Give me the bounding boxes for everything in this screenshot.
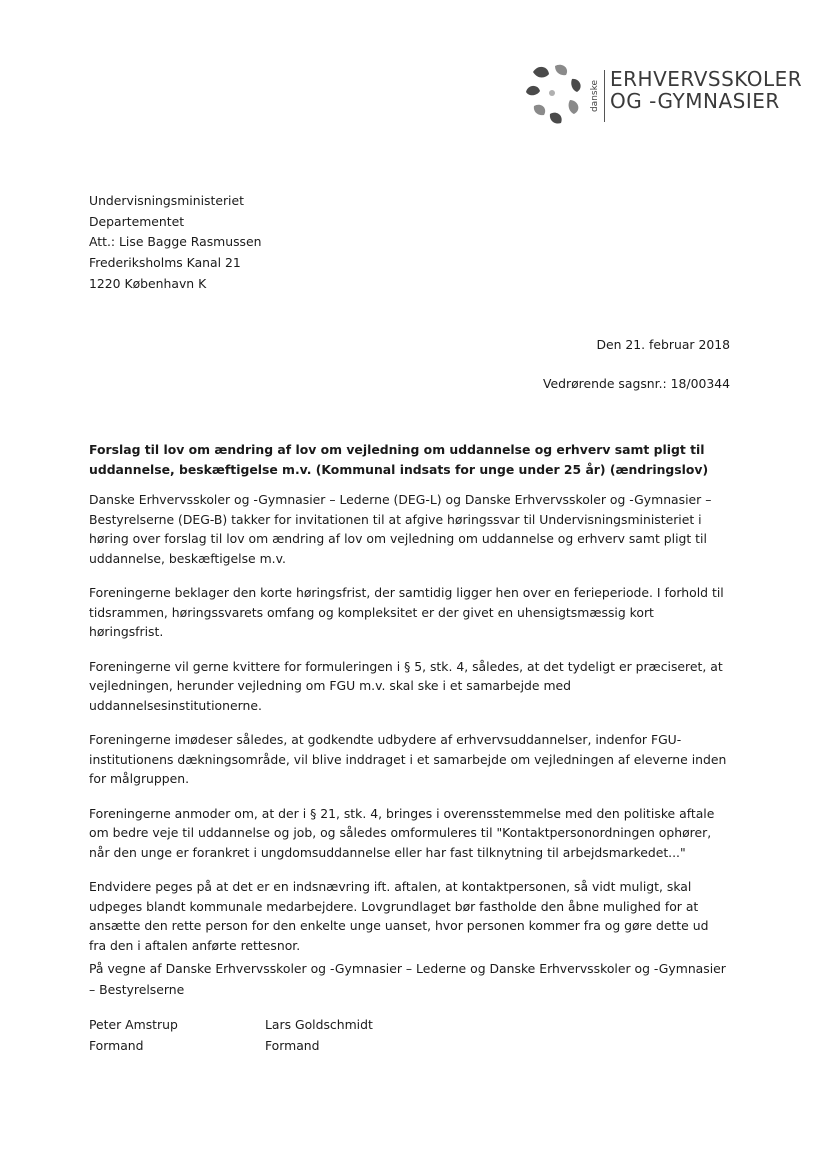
case-number: Vedrørende sagsnr.: 18/00344 [543,376,730,391]
recipient-address [89,191,261,295]
signatory-name: Lars Goldschmidt [265,1017,373,1032]
letter-subject: Forslag til lov om ændring af lov om vejledning om uddannelse og erhverv samt pligt til uddannelse, beskæftigelse m.v. (Kommunal indsats for unge under 25 år) (ændringslov) [89,442,709,477]
address-line: Departementet [89,213,185,229]
logo-line-2: OG -GYMNASIER [610,89,780,113]
body-paragraph: Foreningerne anmoder om, at der i § 21, stk. 4, bringes i overensstemmelse med den politiske aftale om bedre veje til uddannelse og job, og således omformuleres til "Kontaktpersonordningen ophører, når den unge er forankret i ungdomsuddannelse eller har fast tilknytning til arbejdsmarkedet..." [89,805,715,860]
body-paragraph: Foreningerne imødeser således, at godkendte udbydere af erhvervsuddannelser, indenfor FGU-institutionens dækningsområde, vil blive inddraget i et samarbejde om vejledningen af eleverne inden for målgruppen. [89,732,727,786]
organization-logo [524,62,803,132]
signatory-name: Peter Amstrup [89,1017,178,1032]
logo-wordmark [610,68,802,112]
address-line: 1220 København K [89,275,207,291]
signatory-title: Formand [265,1038,320,1053]
logo-line-1: ERHVERVSSKOLER [610,67,803,91]
danske-erhvervsskoler-logo-icon [524,62,586,128]
signatory-1 [89,1014,178,1056]
body-paragraph: Foreningerne beklager den korte høringsfrist, der samtidig ligger hen over en ferieperiode. I forhold til tidsrammen, høringssvarets omfang og kompleksitet er der givet en uhensigtsmæssig kort høringsfrist. [89,585,724,639]
logo-vertical-text: danske [590,79,600,113]
logo-divider [604,70,605,122]
address-line: Frederiksholms Kanal 21 [89,255,241,271]
address-line: Undervisningsministeriet [89,193,244,208]
address-line: Att.: Lise Bagge Rasmussen [89,234,262,250]
letter-date: Den 21. februar 2018 [596,337,730,352]
closing-text: På vegne af Danske Erhvervsskoler og -Gymnasier – Lederne og Danske Erhvervsskoler og -Gymnasier – Bestyrelserne [89,961,726,997]
body-paragraph: Endvidere peges på at det er en indsnævring ift. aftalen, at kontaktpersonen, så vidt muligt, skal udpeges blandt kommunale medarbejdere. Lovgrundlaget bør fastholde den åbne mulighed for at ansætte den rette person for den enkelte unge uanset, hvor personen kommer fra og gøre dette ud fra den i aftalen anførte rettesnor. [89,879,709,953]
body-paragraph: Foreningerne vil gerne kvittere for formuleringen i § 5, stk. 4, således, at det tydeligt er præciseret, at vejledningen, herunder vejledning om FGU m.v. skal ske i et samarbejde med uddannelsesinstitutionerne. [89,658,723,713]
signatory-2 [265,1014,373,1056]
signatory-title: Formand [89,1038,144,1053]
body-paragraph: Danske Erhvervsskoler og -Gymnasier – Lederne (DEG-L) og Danske Erhvervsskoler og -Gymnasier – Bestyrelserne (DEG-B) takker for invitationen til at afgive høringssvar til Undervisningsministeriet i høring over forslag til lov om ændring af lov om vejledning om uddannelse og erhverv samt pligt til uddannelse, beskæftigelse m.v. [89,492,712,566]
letter-body [89,440,729,970]
